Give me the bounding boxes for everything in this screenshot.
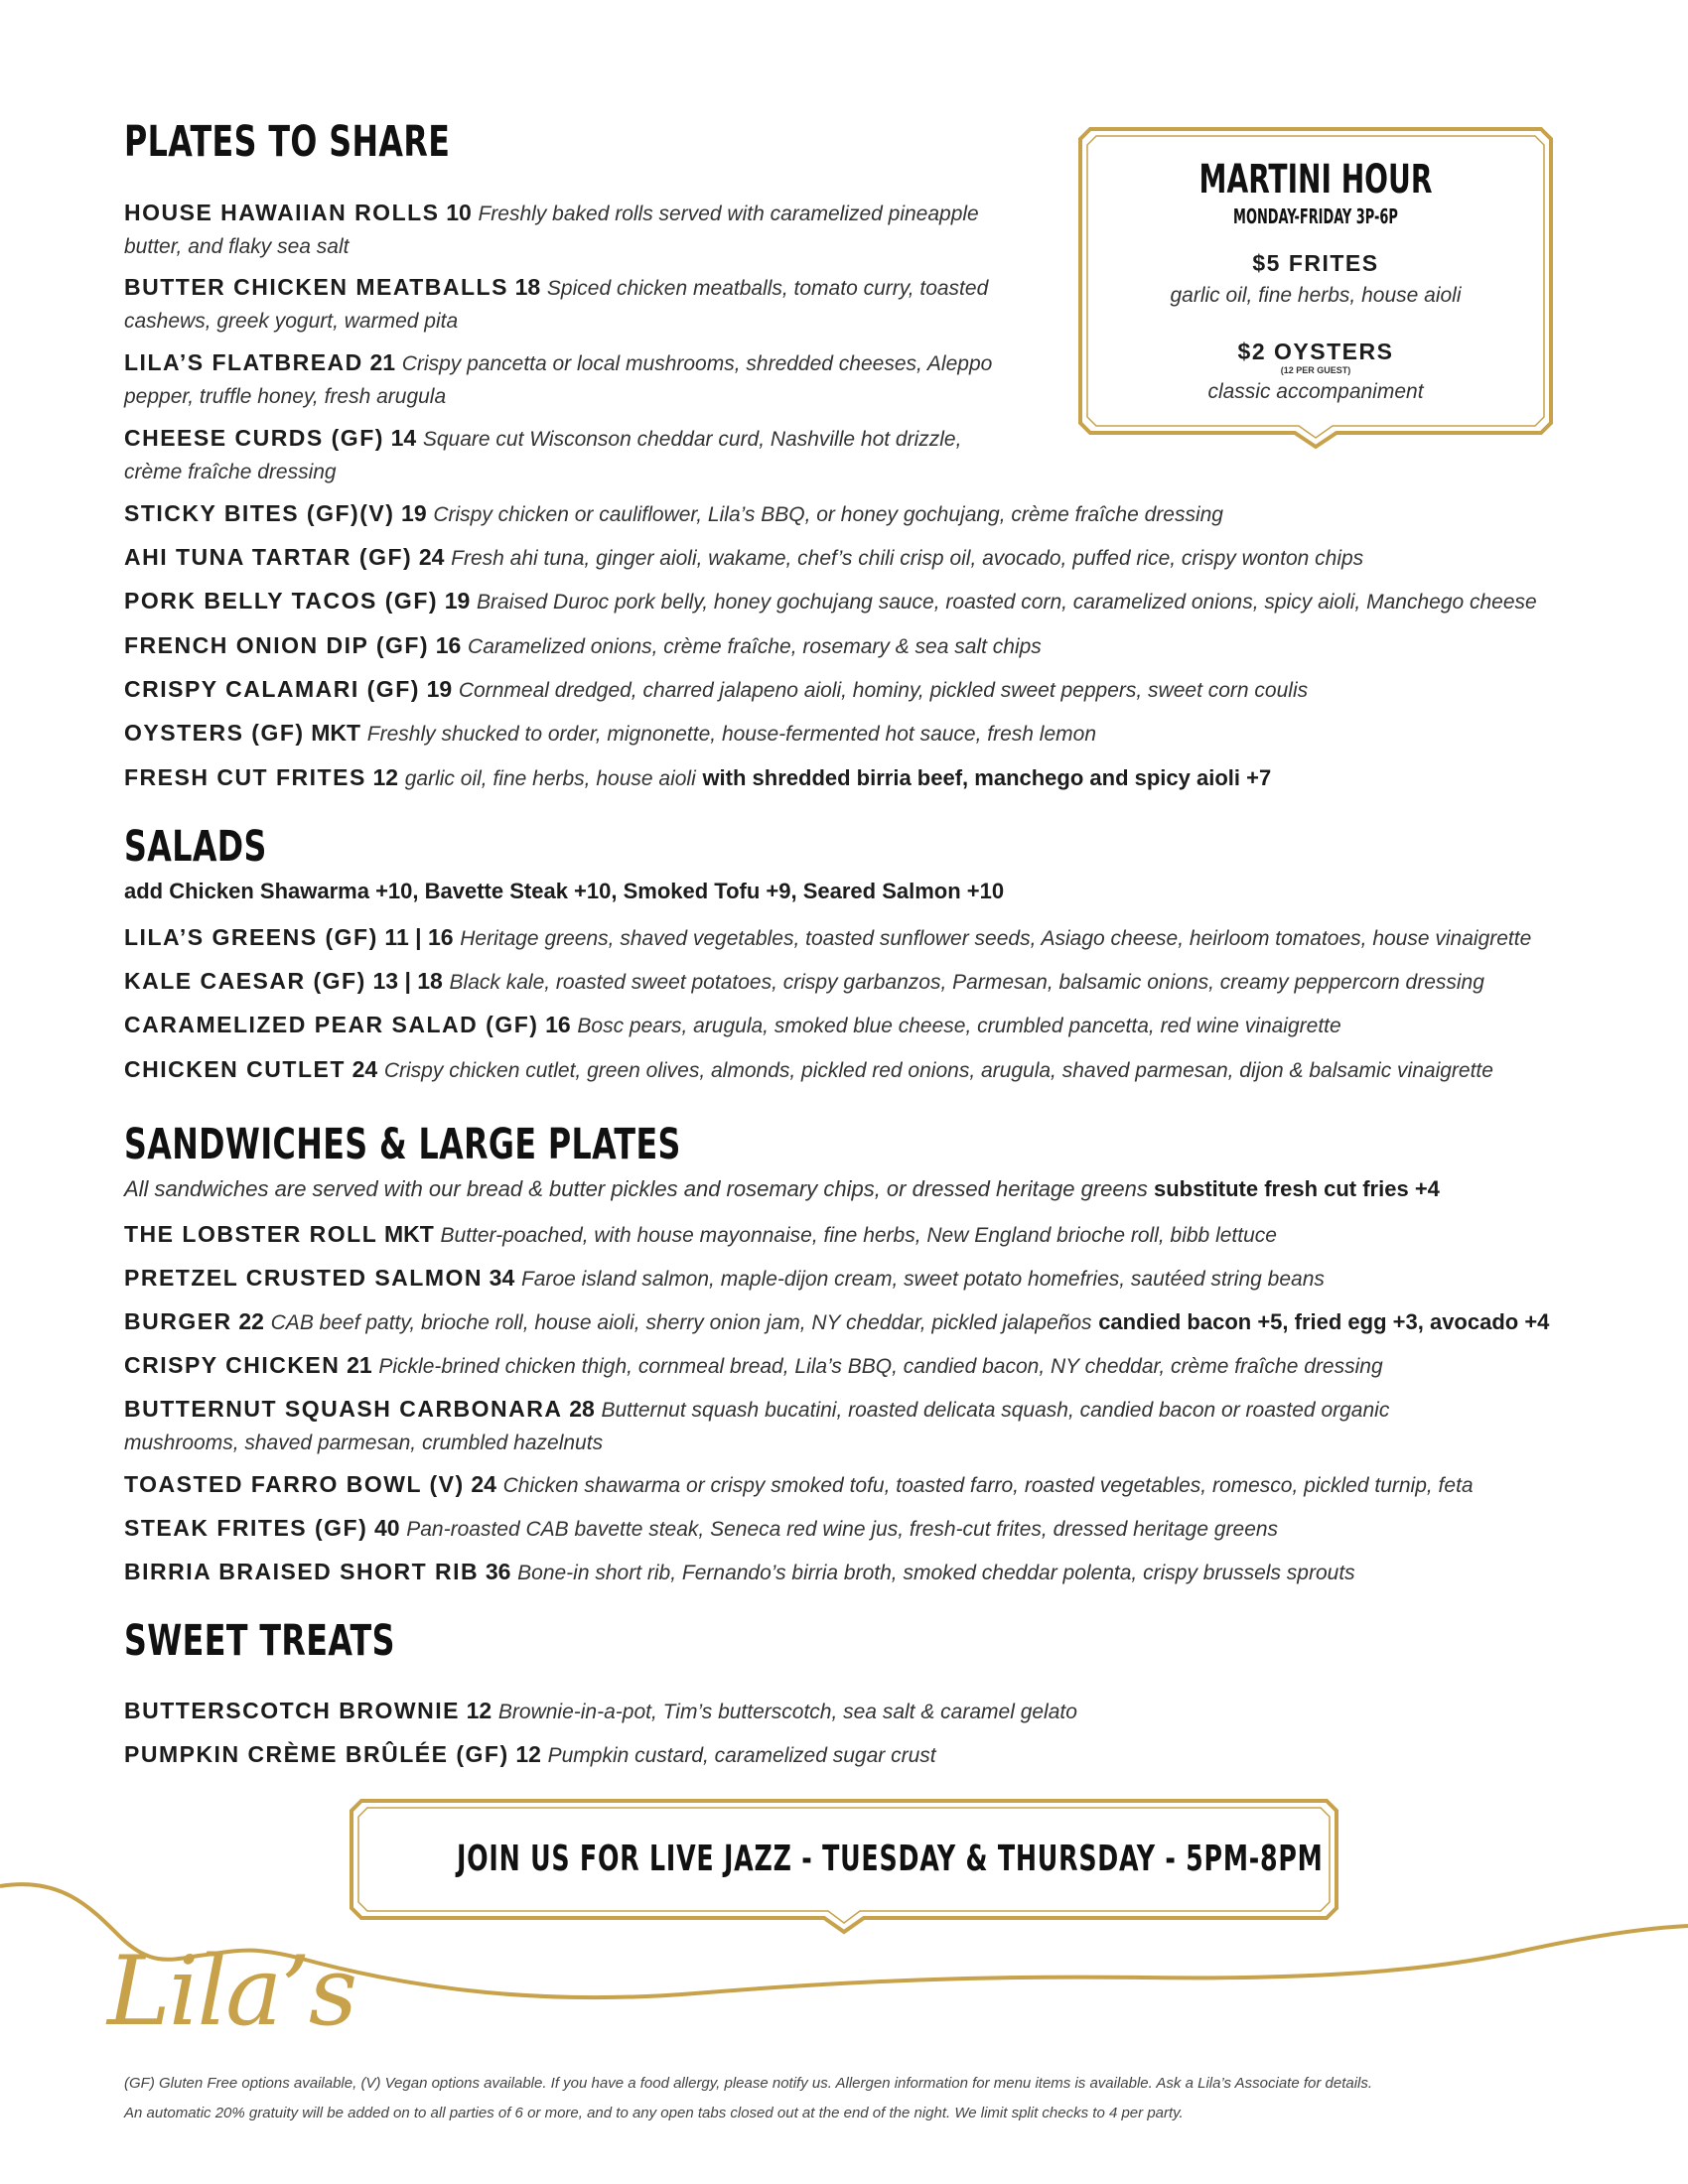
lilas-logo: Lila’s: [107, 1936, 356, 2047]
menu-item: BIRRIA BRAISED SHORT RIB 36 Bone-in short rib, Fernando’s birria broth, smoked cheddar polenta, crispy brussels sprouts: [124, 1559, 1355, 1584]
menu-item: STEAK FRITES (GF) 40 Pan-roasted CAB bavette steak, Seneca red wine jus, fresh-cut frites, dressed heritage greens: [124, 1515, 1279, 1541]
menu-item: OYSTERS (GF) MKT Freshly shucked to order, mignonette, house-fermented hot sauce, fresh lemon: [124, 720, 1096, 746]
martini-hour-box: [1076, 125, 1555, 441]
sandwich-note: All sandwiches are served with our bread & butter pickles and rosemary chips, or dressed heritage greens substitute fresh cut fries +4: [124, 1176, 1440, 1201]
menu-item: BUTTER CHICKEN MEATBALLS 18 Spiced chicken meatballs, tomato curry, toasted cashews, greek yogurt, warmed pita: [124, 274, 989, 333]
menu-item: PRETZEL CRUSTED SALMON 34 Faroe island salmon, maple-dijon cream, sweet potato homefries, sautéed string beans: [124, 1265, 1325, 1291]
menu-item: BUTTERSCOTCH BROWNIE 12 Brownie-in-a-pot, Tim’s butterscotch, sea salt & caramel gelato: [124, 1698, 1077, 1723]
martini-oysters-desc: classic accompaniment: [1207, 380, 1424, 403]
menu-item: CRISPY CALAMARI (GF) 19 Cornmeal dredged, charred jalapeno aioli, hominy, pickled sweet peppers, sweet corn coulis: [124, 676, 1309, 702]
menu-item: CHEESE CURDS (GF) 14 Square cut Wisconson cheddar curd, Nashville hot drizzle, crème fraîche dressing: [124, 425, 962, 483]
menu-item: BUTTERNUT SQUASH CARBONARA 28 Butternut squash bucatini, roasted delicata squash, candied bacon or roasted organic mushrooms, shaved parmesan, crumbled hazelnuts: [124, 1396, 1390, 1454]
menu-item: KALE CAESAR (GF) 13 | 18 Black kale, roasted sweet potatoes, crispy garbanzos, Parmesan, balsamic onions, creamy peppercorn dressing: [124, 968, 1484, 994]
menu-item: LILA’S GREENS (GF) 11 | 16 Heritage greens, shaved vegetables, toasted sunflower seeds, Asiago cheese, heirloom tomatoes, house vinaigrette: [124, 924, 1532, 950]
martini-subtitle: MONDAY-FRIDAY 3P-6P: [1233, 205, 1398, 228]
menu-item: THE LOBSTER ROLL MKT Butter-poached, with house mayonnaise, fine herbs, New England brioche roll, bibb lettuce: [124, 1221, 1277, 1247]
martini-frites-label: $5 FRITES: [1252, 250, 1379, 276]
footer-allergen-note: (GF) Gluten Free options available, (V) Vegan options available. If you have a food allergy, please notify us. Allergen information for menu items is available. Ask a Lila’s Associate for details.: [124, 2075, 1373, 2092]
sweet-treats-title: SWEET TREATS: [124, 1616, 395, 1666]
live-jazz-banner: [348, 1797, 1340, 1932]
menu-item: TOASTED FARRO BOWL (V) 24 Chicken shawarma or crispy smoked tofu, toasted farro, roasted vegetables, romesco, pickled turnip, feta: [124, 1471, 1474, 1497]
large-plates-title: SANDWICHES & LARGE PLATES: [124, 1120, 681, 1169]
plates-title: PLATES TO SHARE: [124, 117, 451, 167]
menu-item: STICKY BITES (GF)(V) 19 Crispy chicken or cauliflower, Lila’s BBQ, or honey gochujang, crème fraîche dressing: [124, 500, 1223, 526]
menu-item: CHICKEN CUTLET 24 Crispy chicken cutlet, green olives, almonds, pickled red onions, arugula, shaved parmesan, dijon & balsamic vinaigrette: [124, 1056, 1493, 1082]
menu-item: PUMPKIN CRÈME BRÛLÉE (GF) 12 Pumpkin custard, caramelized sugar crust: [124, 1741, 936, 1767]
menu-item: PORK BELLY TACOS (GF) 19 Braised Duroc pork belly, honey gochujang sauce, roasted corn, caramelized onions, spicy aioli, Manchego cheese: [124, 588, 1537, 614]
martini-oysters-label: $2 OYSTERS: [1237, 339, 1394, 364]
menu-item: CRISPY CHICKEN 21 Pickle-brined chicken thigh, cornmeal bread, Lila’s BBQ, candied bacon, NY cheddar, crème fraîche dressing: [124, 1352, 1383, 1378]
menu-item: AHI TUNA TARTAR (GF) 24 Fresh ahi tuna, ginger aioli, wakame, chef’s chili crisp oil, avocado, puffed rice, crispy wonton chips: [124, 544, 1364, 570]
martini-title: MARTINI HOUR: [1198, 157, 1433, 203]
menu-item: LILA’S FLATBREAD 21 Crispy pancetta or local mushrooms, shredded cheeses, Aleppo pepper, truffle honey, fresh arugula: [124, 349, 993, 408]
menu-item: BURGER 22 CAB beef patty, brioche roll, house aioli, sherry onion jam, NY cheddar, pickled jalapeños candied bacon +5, fried egg +3, avocado +4: [124, 1308, 1550, 1334]
martini-oysters-limit: (12 PER GUEST): [1280, 365, 1351, 375]
martini-frites-desc: garlic oil, fine herbs, house aioli: [1170, 284, 1462, 307]
salads-addons: add Chicken Shawarma +10, Bavette Steak +10, Smoked Tofu +9, Seared Salmon +10: [124, 879, 1005, 903]
jazz-text: JOIN US FOR LIVE JAZZ - TUESDAY & THURSDAY - 5PM-8PM: [457, 1839, 1324, 1879]
salads-title: SALADS: [124, 822, 267, 872]
footer-gratuity-note: An automatic 20% gratuity will be added on to all parties of 6 or more, and to any open tabs closed out at the end of the night. We limit split checks to 4 per party.: [124, 2105, 1184, 2121]
menu-item: FRENCH ONION DIP (GF) 16 Caramelized onions, crème fraîche, rosemary & sea salt chips: [124, 632, 1042, 658]
menu-item: FRESH CUT FRITES 12 garlic oil, fine herbs, house aioli with shredded birria beef, manchego and spicy aioli +7: [124, 764, 1272, 790]
menu-item: CARAMELIZED PEAR SALAD (GF) 16 Bosc pears, arugula, smoked blue cheese, crumbled pancetta, red wine vinaigrette: [124, 1012, 1341, 1037]
menu-item: HOUSE HAWAIIAN ROLLS 10 Freshly baked rolls served with caramelized pineapple butter, and flaky sea salt: [124, 200, 979, 258]
